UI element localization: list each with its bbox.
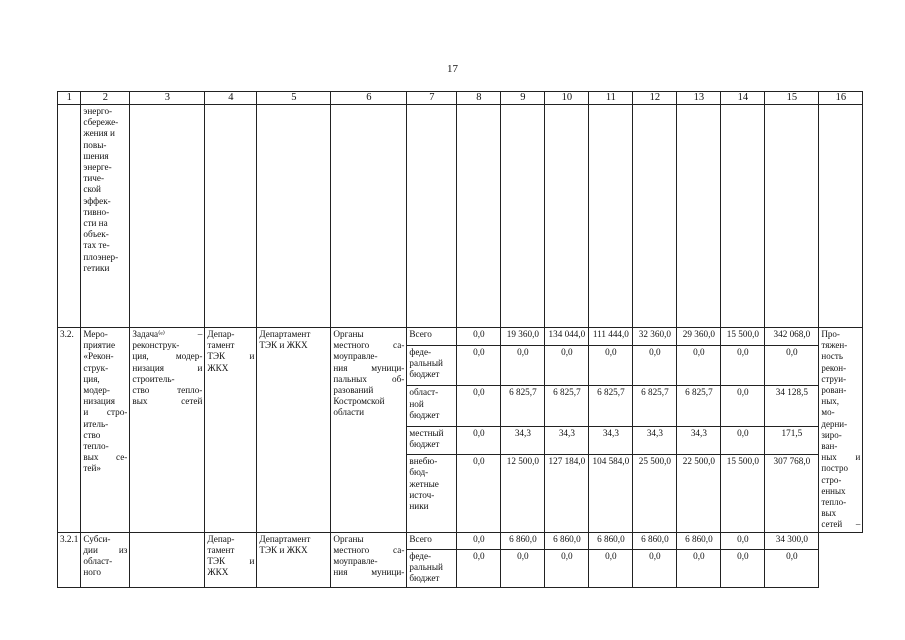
value-cell: 32 360,0 xyxy=(633,328,677,346)
header-cell-16: 16 xyxy=(819,92,863,105)
participants-line: ния муници- xyxy=(333,567,405,578)
responsible xyxy=(205,328,257,533)
cont-text-line: тивно- xyxy=(83,206,110,217)
value-cell: 6 825,7 xyxy=(589,386,633,426)
cont-text-line: сбереже- xyxy=(83,117,119,128)
cont-text-line: сти на xyxy=(83,218,108,229)
header-cell-3: 3 xyxy=(130,92,205,105)
indicator-line: зиро- xyxy=(821,429,842,440)
participants xyxy=(331,532,407,587)
value-cell: 0,0 xyxy=(721,346,765,386)
task-line: реконструк- xyxy=(132,340,180,351)
funding-source-line: ральный xyxy=(409,561,443,572)
header-cell-10: 10 xyxy=(545,92,589,105)
value-cell: 34,3 xyxy=(589,426,633,455)
value-cell: 34,3 xyxy=(501,426,545,455)
value-cell: 0,0 xyxy=(721,549,765,587)
indicator-line: дерни- xyxy=(821,418,848,429)
indicator-line: сетей – xyxy=(821,519,861,530)
measure-name xyxy=(81,328,130,533)
indicator-line: струи- xyxy=(821,373,847,384)
cont-text-line: жения и xyxy=(83,128,115,139)
value-cell: 0,0 xyxy=(589,346,633,386)
value-cell: 6 825,7 xyxy=(545,386,589,426)
measure-name-line: Субси- xyxy=(83,533,111,544)
cont-text-line: тах те- xyxy=(83,240,110,251)
funding-source-line: внебю- xyxy=(409,456,438,467)
task-line: ство тепло- xyxy=(132,385,203,396)
value-cell: 0,0 xyxy=(501,346,545,386)
task-text xyxy=(130,328,205,533)
funding-source-line: ники xyxy=(409,501,429,512)
value-cell: 6 825,7 xyxy=(677,386,721,426)
task-line: Задача⁽ᵉ⁾ – xyxy=(132,329,203,339)
funding-source xyxy=(407,386,457,426)
responsible-line: Депар- xyxy=(207,533,235,544)
value-cell: 19 360,0 xyxy=(501,328,545,346)
cont-text-line: объек- xyxy=(83,229,109,240)
indicator-line: тяжен- xyxy=(821,340,848,351)
indicator-line: стро- xyxy=(821,474,842,485)
measure-name-line: модер- xyxy=(83,385,110,396)
participants-line: местного са- xyxy=(333,340,405,351)
cont-text-line: гетики xyxy=(83,262,110,273)
coexecutor: Департамент ТЭК и ЖКХ xyxy=(257,328,331,533)
measure-name-line: итель- xyxy=(83,418,109,429)
funding-source-line: бюд- xyxy=(409,467,429,478)
value-cell: 0,0 xyxy=(545,346,589,386)
indicator-line: Про- xyxy=(821,329,840,339)
value-cell: 0,0 xyxy=(457,386,501,426)
fund-row xyxy=(58,532,863,549)
header-cell-6: 6 xyxy=(331,92,407,105)
value-cell: 12 500,0 xyxy=(501,455,545,532)
value-cell: 34,3 xyxy=(545,426,589,455)
header-cell-12: 12 xyxy=(633,92,677,105)
funding-source xyxy=(407,455,457,532)
value-cell: 0,0 xyxy=(589,549,633,587)
value-cell: 0,0 xyxy=(721,386,765,426)
value-cell: 6 860,0 xyxy=(677,532,721,549)
measure-name-line: тей» xyxy=(83,463,101,474)
cont-text-line: повы- xyxy=(83,139,107,150)
task-line: низация и xyxy=(132,362,203,373)
participants-line: Костромской xyxy=(333,396,385,407)
header-cell-15: 15 xyxy=(765,92,819,105)
participants-line: разований xyxy=(333,385,374,396)
indicator xyxy=(819,328,863,533)
value-cell: 6 860,0 xyxy=(545,532,589,549)
funding-source-line: Всего xyxy=(409,533,432,544)
funding-source-line: ральный xyxy=(409,358,443,369)
value-cell: 25 500,0 xyxy=(633,455,677,532)
header-row xyxy=(58,92,863,105)
coexecutor: Департамент ТЭК и ЖКХ xyxy=(257,532,331,587)
program-table xyxy=(57,91,863,588)
responsible-line: тамент xyxy=(207,340,235,351)
cont-text-line: ской xyxy=(83,184,101,195)
value-cell: 0,0 xyxy=(457,532,501,549)
funding-source-line: бюджет xyxy=(409,438,440,449)
measure-name-line: и стро- xyxy=(83,407,128,418)
indicator-line: вых xyxy=(821,508,837,519)
page-number: 17 xyxy=(447,63,458,75)
header-cell-5: 5 xyxy=(257,92,331,105)
value-cell: 0,0 xyxy=(545,549,589,587)
measure-name-line: ного xyxy=(83,567,102,578)
header-cell-7: 7 xyxy=(407,92,457,105)
indicator-line: мо- xyxy=(821,407,835,418)
indicator-line: ность xyxy=(821,351,843,362)
measure-number: 3.2.1 xyxy=(58,532,81,587)
value-cell: 0,0 xyxy=(501,549,545,587)
measure-name-line: струк- xyxy=(83,362,109,373)
value-cell: 0,0 xyxy=(633,549,677,587)
funding-source-line: бюджет xyxy=(409,573,440,584)
header-cell-4: 4 xyxy=(205,92,257,105)
funding-source-line: местный xyxy=(409,427,444,438)
value-cell: 6 860,0 xyxy=(589,532,633,549)
continuation-row xyxy=(58,105,863,328)
value-cell: 0,0 xyxy=(457,346,501,386)
value-cell: 15 500,0 xyxy=(721,328,765,346)
measure-name-line: низация xyxy=(83,396,115,407)
task-line: строитель- xyxy=(132,373,175,384)
value-cell: 22 500,0 xyxy=(677,455,721,532)
funding-source-line: област- xyxy=(409,387,439,398)
cont-measure-name xyxy=(81,105,130,328)
funding-source-line: феде- xyxy=(409,550,432,561)
responsible-line: тамент xyxy=(207,544,235,555)
funding-source xyxy=(407,426,457,455)
indicator-line: енных xyxy=(821,485,846,496)
value-cell: 6 860,0 xyxy=(501,532,545,549)
value-cell: 34 300,0 xyxy=(765,532,819,549)
value-cell: 0,0 xyxy=(721,532,765,549)
measure-number: 3.2. xyxy=(58,328,81,533)
measure-3-2-1 xyxy=(58,532,863,587)
funding-source xyxy=(407,328,457,346)
value-cell: 0,0 xyxy=(457,426,501,455)
cont-text-line: шения xyxy=(83,150,109,161)
participants-line: местного са- xyxy=(333,544,405,555)
responsible-line: ЖКХ xyxy=(207,567,229,578)
responsible-line: ТЭК и xyxy=(207,351,255,362)
cont-text-line: энерго- xyxy=(83,106,113,116)
measure-name-line: вых се- xyxy=(83,452,128,463)
indicator-line: постро xyxy=(821,463,848,474)
header-cell-11: 11 xyxy=(589,92,633,105)
measure-name-line: Меро- xyxy=(83,329,108,339)
measure-name xyxy=(81,532,130,587)
indicator-line: рекон- xyxy=(821,362,847,373)
value-cell: 307 768,0 xyxy=(765,455,819,532)
cont-text-line: плоэнер- xyxy=(83,251,119,262)
participants-line: моуправле- xyxy=(333,556,378,567)
task-text xyxy=(130,532,205,587)
value-cell: 0,0 xyxy=(677,346,721,386)
funding-source-line: Всего xyxy=(409,329,432,339)
indicator-line: тепло- xyxy=(821,497,847,508)
measure-3-2 xyxy=(58,328,863,533)
funding-source xyxy=(407,549,457,587)
header-cell-14: 14 xyxy=(721,92,765,105)
participants xyxy=(331,328,407,533)
measure-name-line: приятие xyxy=(83,340,116,351)
funding-source-line: бюджет xyxy=(409,409,440,420)
value-cell: 29 360,0 xyxy=(677,328,721,346)
indicator-line: ных и xyxy=(821,452,861,463)
measure-name-line: тепло- xyxy=(83,441,109,452)
value-cell: 0,0 xyxy=(765,549,819,587)
value-cell: 0,0 xyxy=(457,549,501,587)
participants-line: моуправле- xyxy=(333,351,378,362)
funding-source-line: жетные xyxy=(409,478,439,489)
measure-name-line: ция, xyxy=(83,373,100,384)
value-cell: 0,0 xyxy=(633,346,677,386)
value-cell: 0,0 xyxy=(457,328,501,346)
indicator-line: ных, xyxy=(821,396,839,407)
header-cell-8: 8 xyxy=(457,92,501,105)
cont-text-line: энерге- xyxy=(83,162,112,173)
value-cell: 6 825,7 xyxy=(633,386,677,426)
measure-name-line: област- xyxy=(83,556,113,567)
value-cell: 34,3 xyxy=(633,426,677,455)
funding-source xyxy=(407,532,457,549)
funding-source xyxy=(407,346,457,386)
indicator-line: рован- xyxy=(821,385,847,396)
indicator-line: ван- xyxy=(821,441,838,452)
measure-name-line: дии из xyxy=(83,544,128,555)
value-cell: 15 500,0 xyxy=(721,455,765,532)
value-cell: 0,0 xyxy=(765,346,819,386)
header-cell-2: 2 xyxy=(81,92,130,105)
task-line: ция, модер- xyxy=(132,351,203,362)
fund-row xyxy=(58,328,863,346)
funding-source-line: феде- xyxy=(409,347,432,358)
responsible-line: ЖКХ xyxy=(207,362,229,373)
cont-text-line: эффек- xyxy=(83,195,111,206)
measure-name-line: «Рекон- xyxy=(83,351,114,362)
value-cell: 0,0 xyxy=(457,455,501,532)
value-cell: 6 825,7 xyxy=(501,386,545,426)
value-cell: 34 128,5 xyxy=(765,386,819,426)
header-cell-1: 1 xyxy=(58,92,81,105)
value-cell: 171,5 xyxy=(765,426,819,455)
responsible-line: ТЭК и xyxy=(207,556,255,567)
cont-text-line: тиче- xyxy=(83,173,105,184)
value-cell: 127 184,0 xyxy=(545,455,589,532)
value-cell: 342 068,0 xyxy=(765,328,819,346)
responsible-line: Депар- xyxy=(207,329,235,339)
header-cell-13: 13 xyxy=(677,92,721,105)
value-cell: 0,0 xyxy=(677,549,721,587)
value-cell: 34,3 xyxy=(677,426,721,455)
participants-line: Органы xyxy=(333,533,364,544)
value-cell: 6 860,0 xyxy=(633,532,677,549)
participants-line: ния муници- xyxy=(333,362,405,373)
funding-source-line: источ- xyxy=(409,489,435,500)
funding-source-line: ной xyxy=(409,398,424,409)
value-cell: 0,0 xyxy=(721,426,765,455)
value-cell: 134 044,0 xyxy=(545,328,589,346)
responsible xyxy=(205,532,257,587)
participants-line: области xyxy=(333,407,365,418)
value-cell: 111 444,0 xyxy=(589,328,633,346)
measure-name-line: ство xyxy=(83,429,101,440)
task-line: вых сетей xyxy=(132,396,203,407)
funding-source-line: бюджет xyxy=(409,369,440,380)
participants-line: Органы xyxy=(333,329,364,339)
value-cell: 104 584,0 xyxy=(589,455,633,532)
header-cell-9: 9 xyxy=(501,92,545,105)
participants-line: пальных об- xyxy=(333,373,405,384)
